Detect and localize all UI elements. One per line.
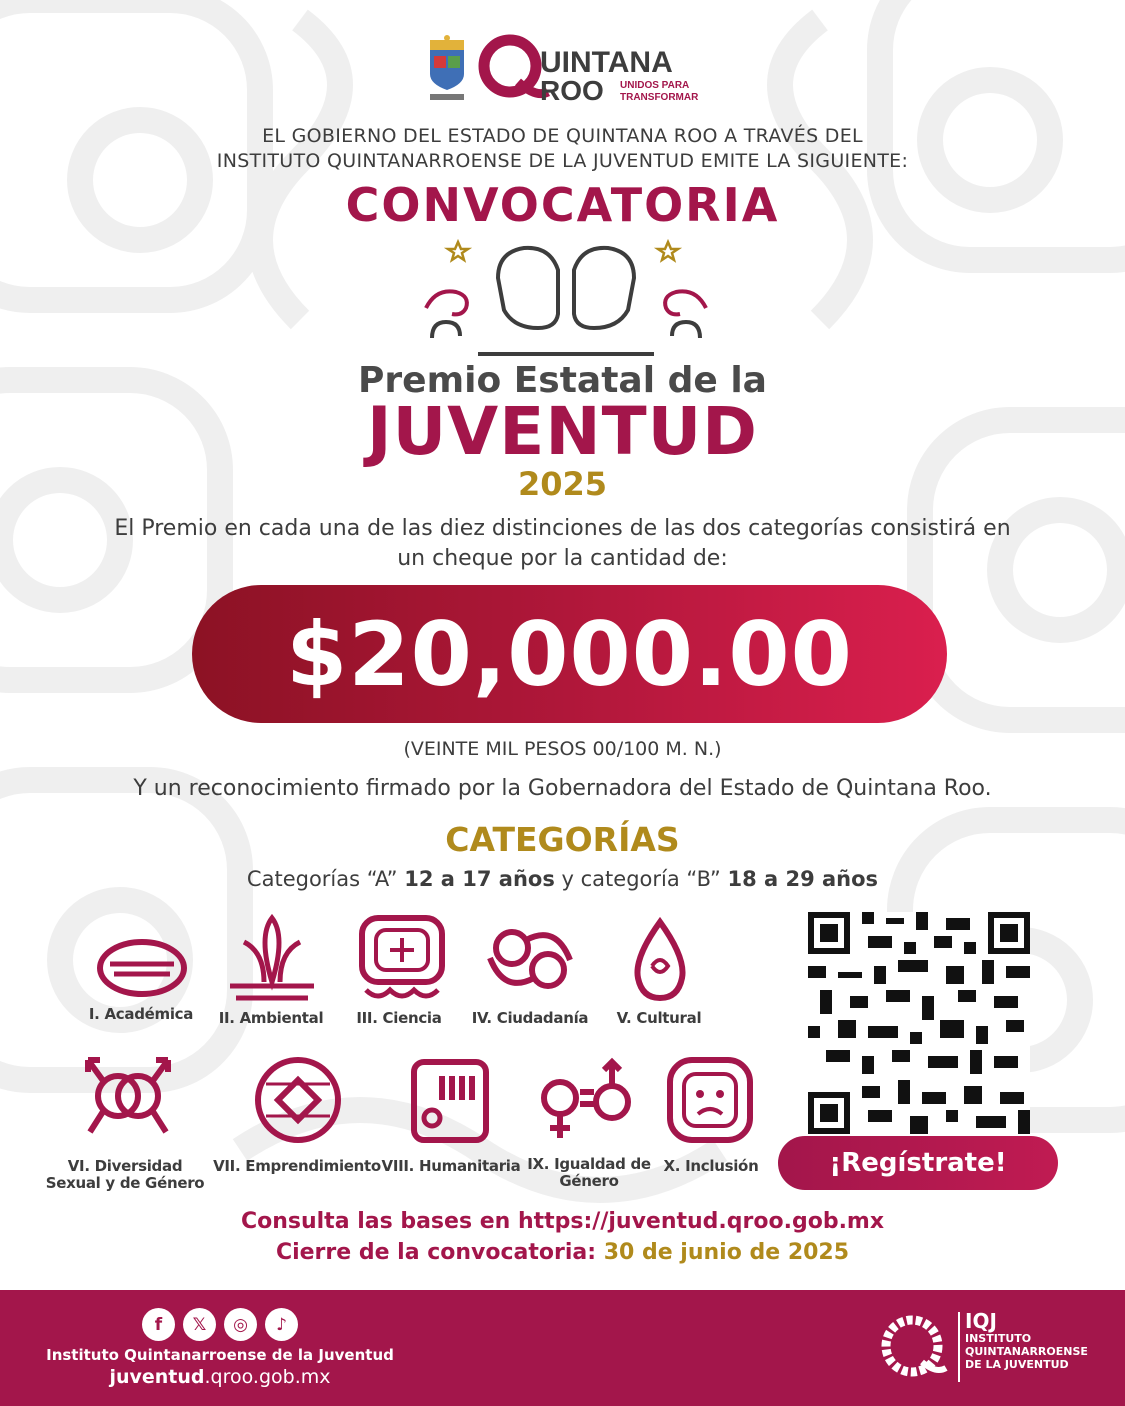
footer-web-bold: juventud [109, 1366, 205, 1388]
prize-amount: $20,000.00 [286, 602, 853, 706]
facebook-icon[interactable]: f [142, 1308, 175, 1341]
category-label-4: IV. Ciudadanía [471, 1009, 589, 1027]
svg-text:UNIDOS PARA: UNIDOS PARA [620, 80, 690, 91]
prize-desc-line-2: un cheque por la cantidad de: [397, 546, 728, 571]
category-label-7: VII. Emprendimiento [213, 1157, 381, 1175]
categories-subtitle [0, 867, 1125, 891]
intro-line-2: INSTITUTO QUINTANARROENSE DE LA JUVENTUD EMITE LA SIGUIENTE: [216, 150, 909, 172]
category-label-10: X. Inclusión [663, 1157, 759, 1175]
category-label-6: VI. Diversidad Sexual y de Género [45, 1157, 205, 1192]
categories-heading: CATEGORÍAS [445, 820, 680, 859]
emprendimiento-icon [250, 1054, 346, 1146]
svg-text:TRANSFORMAR: TRANSFORMAR [620, 92, 699, 103]
close-line [0, 1237, 1125, 1268]
prize-amount-pill [192, 585, 947, 723]
bases-line [0, 1206, 1125, 1237]
social-icons [142, 1308, 298, 1341]
register-button[interactable]: ¡Regístrate! [778, 1136, 1058, 1190]
bases-link[interactable]: https://juventud.qroo.gob.mx [517, 1209, 885, 1234]
ciencia-icon [354, 912, 450, 1004]
svg-text:ROO: ROO [540, 75, 604, 106]
award-year: 2025 [517, 465, 608, 503]
iqj-line-1: INSTITUTO [965, 1332, 1032, 1345]
footer-web-rest: .qroo.gob.mx [204, 1366, 331, 1388]
footer-website[interactable] [30, 1366, 410, 1388]
category-label-8: VIII. Humanitaria [381, 1157, 521, 1175]
category-label-1: I. Académica [88, 1005, 194, 1023]
igualdad-icon [538, 1054, 634, 1146]
prize-desc-line-1: El Premio en cada una de las diez distinciones de las dos categorías consistirá en [114, 516, 1011, 541]
diversidad-icon [80, 1050, 176, 1142]
cat-b-label: y categoría “B” [554, 867, 728, 891]
qr-code[interactable] [808, 912, 1030, 1134]
iqj-line-2: QUINTANARROENSE [965, 1345, 1088, 1358]
category-label-5: V. Cultural [616, 1009, 702, 1027]
cat-a-range: 12 a 17 años [404, 867, 555, 891]
award-title-line2: JUVENTUD [367, 393, 758, 470]
instagram-icon[interactable]: ◎ [224, 1308, 257, 1341]
inclusion-icon [662, 1054, 758, 1146]
quintana-roo-logo [478, 32, 700, 108]
bases-info [0, 1206, 1125, 1268]
svg-text:UINTANA: UINTANA [540, 46, 673, 79]
x-twitter-icon[interactable]: 𝕏 [183, 1308, 216, 1341]
footer-q-logo [872, 1310, 952, 1390]
award-title-line1: Premio Estatal de la [358, 360, 767, 401]
prize-description [0, 514, 1125, 574]
ciudadania-icon [482, 914, 578, 1006]
cat-b-range: 18 a 29 años [727, 867, 879, 891]
category-label-9: IX. Igualdad de Género [527, 1155, 651, 1190]
state-shield-logo [426, 34, 468, 104]
page-title: CONVOCATORIA [345, 178, 780, 232]
cat-a-label: Categorías “A” [246, 867, 405, 891]
award-emblem-faces [418, 238, 714, 358]
recognition-text: Y un reconocimiento firmado por la Gobernadora del Estado de Quintana Roo. [133, 776, 992, 801]
academica-icon [94, 922, 190, 1014]
intro-text [0, 124, 1125, 174]
category-label-2: II. Ambiental [218, 1009, 324, 1027]
category-label-3: III. Ciencia [356, 1009, 442, 1027]
ambiental-icon [224, 912, 320, 1004]
cultural-icon [612, 914, 708, 1006]
close-date: 30 de junio de 2025 [603, 1240, 850, 1265]
footer-institute-name: Instituto Quintanarroense de la Juventud [46, 1346, 394, 1364]
bases-prefix: Consulta las bases en [240, 1209, 518, 1234]
tiktok-icon[interactable]: ♪ [265, 1308, 298, 1341]
prize-amount-words: (VEINTE MIL PESOS 00/100 M. N.) [403, 738, 722, 760]
iqj-acronym: IQJ [965, 1309, 997, 1333]
iqj-line-3: DE LA JUVENTUD [965, 1358, 1069, 1371]
iqj-logo-text [965, 1310, 1088, 1371]
humanitaria-icon [402, 1054, 498, 1146]
intro-line-1: EL GOBIERNO DEL ESTADO DE QUINTANA ROO A TRAVÉS DEL [262, 125, 863, 147]
close-prefix: Cierre de la convocatoria: [275, 1240, 604, 1265]
footer-divider [958, 1312, 960, 1382]
